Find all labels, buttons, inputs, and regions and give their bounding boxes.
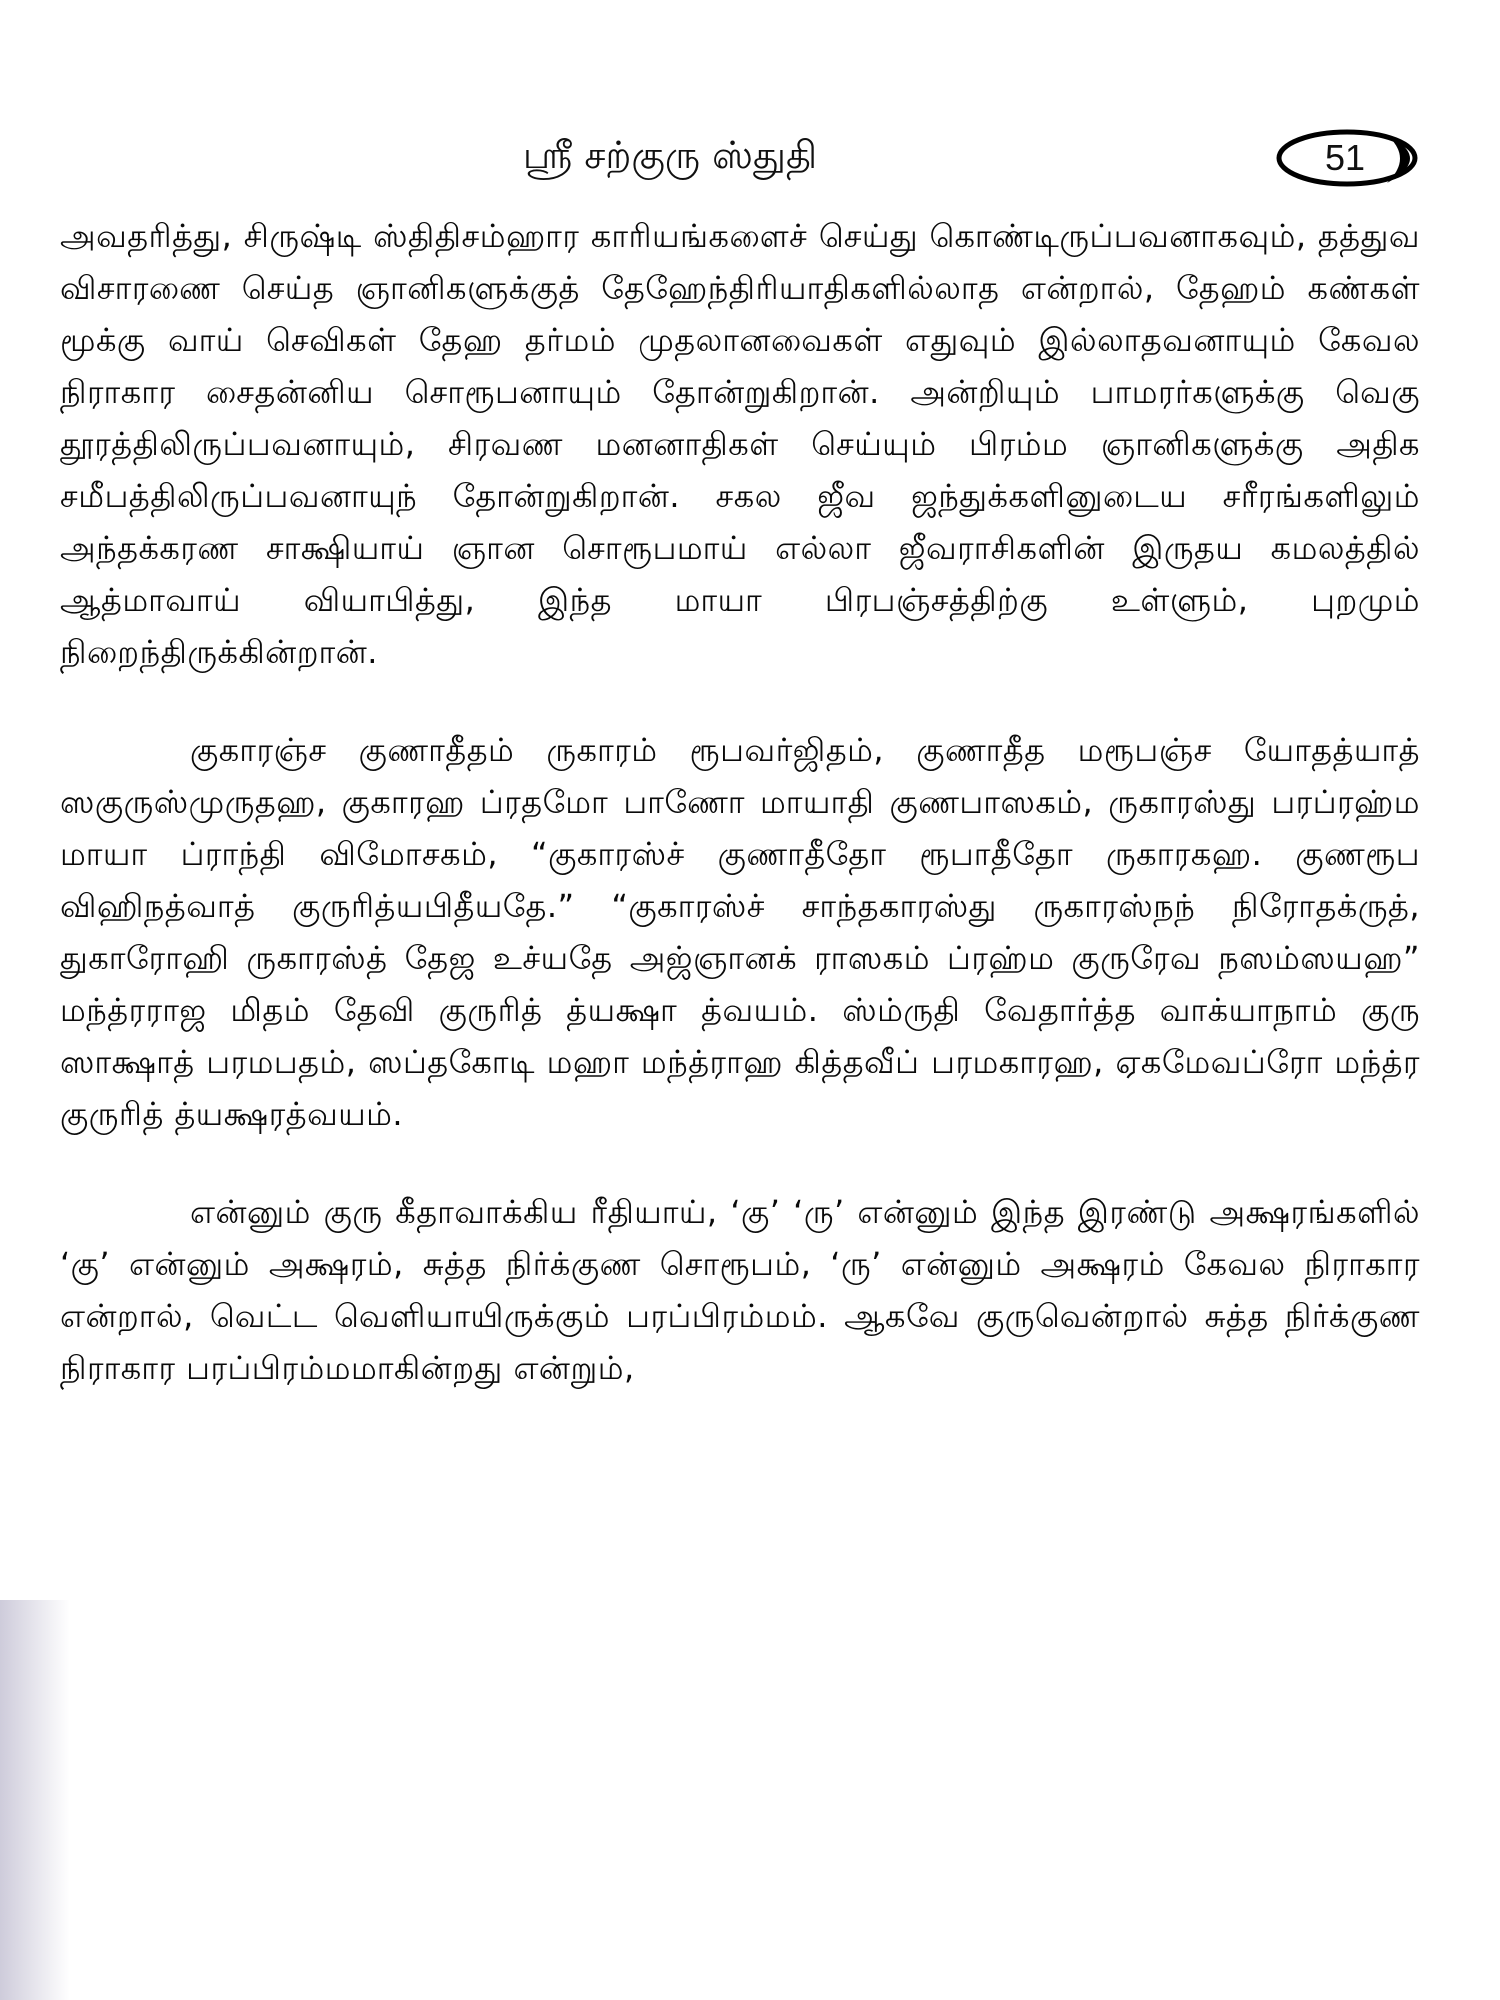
paragraph-2-sanskrit-verse: குகாரஞ்ச குணாதீதம் ருகாரம் ரூபவர்ஜிதம், குணாதீத மரூபஞ்ச யோதத்யாத் ஸகுருஸ்முருதஹ, குகாரஹ ப்ரதமோ பாணோ மாயாதி குணபாஸகம், ருகாரஸ்து பரப்ரஹ்ம மாயா ப்ராந்தி விமோசகம், “குகாரஸ்ச் குணாதீதோ ரூபாதீதோ ருகாரகஹ. குணரூப விஹிநத்வாத் குருரித்யபிதீயதே.” “குகாரஸ்ச் சாந்தகாரஸ்து ருகாரஸ்நந் நிரோதக்ருத், துகாரோஹி ருகாரஸ்த் தேஜ உச்யதே அஜ்ஞானக் ராஸகம் ப்ரஹ்ம குருரேவ நஸம்ஸயஹ” மந்த்ரராஜ மிதம் தேவி குருரித் த்யக்ஷா த்வயம். ஸ்ம்ருதி வேதார்த்த வாக்யாநாம் குரு ஸாக்ஷாத் பரமபதம், ஸப்தகோடி மஹா மந்த்ராஹ கித்தவீப் பரமகாரஹ, ஏகமேவப்ரோ மந்த்ர குருரித் த்யக்ஷரத்வயம்.	[60, 731, 1421, 1133]
page-number-badge	[1275, 127, 1435, 189]
page-number: 51	[1324, 137, 1366, 178]
paragraph-3: என்னும் குரு கீதாவாக்கிய ரீதியாய், ‘கு’ ‘ரு’ என்னும் இந்த இரண்டு அக்ஷரங்களில் ‘கு’ என்னும் அக்ஷரம், சுத்த நிர்க்குண சொரூபம், ‘ரு’ என்னும் அக்ஷரம் கேவல நிராகார என்றால், வெட்ட வெளியாயிருக்கும் பரப்பிரம்மம். ஆகவே குருவென்றால் சுத்த நிர்க்குண நிராகார பரப்பிரம்மமாகின்றது என்றும்,	[60, 1193, 1420, 1387]
paragraph-1: அவதரித்து, சிருஷ்டி ஸ்திதிசம்ஹார காரியங்களைச் செய்து கொண்டிருப்பவனாகவும், தத்துவ விசாரணை செய்த ஞானிகளுக்குத் தேஹேந்திரியாதிகளில்லாத என்றால், தேஹம் கண்கள் மூக்கு வாய் செவிகள் தேஹ தர்மம் முதலானவைகள் எதுவும் இல்லாதவனாயும் கேவல நிராகார சைதன்னிய சொரூபனாயும் தோன்றுகிறான். அன்றியும் பாமரர்களுக்கு வெகு தூரத்திலிருப்பவனாயும், சிரவண மனனாதிகள் செய்யும் பிரம்ம ஞானிகளுக்கு அதிக சமீபத்திலிருப்பவனாயுந் தோன்றுகிறான். சகல ஜீவ ஜந்துக்களினுடைய சரீரங்களிலும் அந்தக்கரண சாக்ஷியாய் ஞான சொரூபமாய் எல்லா ஜீவராசிகளின் இருதய கமலத்தில் ஆத்மாவாய் வியாபித்து, இந்த மாயா பிரபஞ்சத்திற்கு உள்ளும், புறமும் நிறைந்திருக்கின்றான்.	[60, 217, 1421, 671]
page-body	[60, 210, 1420, 1394]
running-title: ஸ்ரீ சற்குரு ஸ்துதி	[522, 133, 818, 177]
page-edge-smudge	[0, 1600, 70, 2000]
page-header	[0, 125, 1500, 205]
